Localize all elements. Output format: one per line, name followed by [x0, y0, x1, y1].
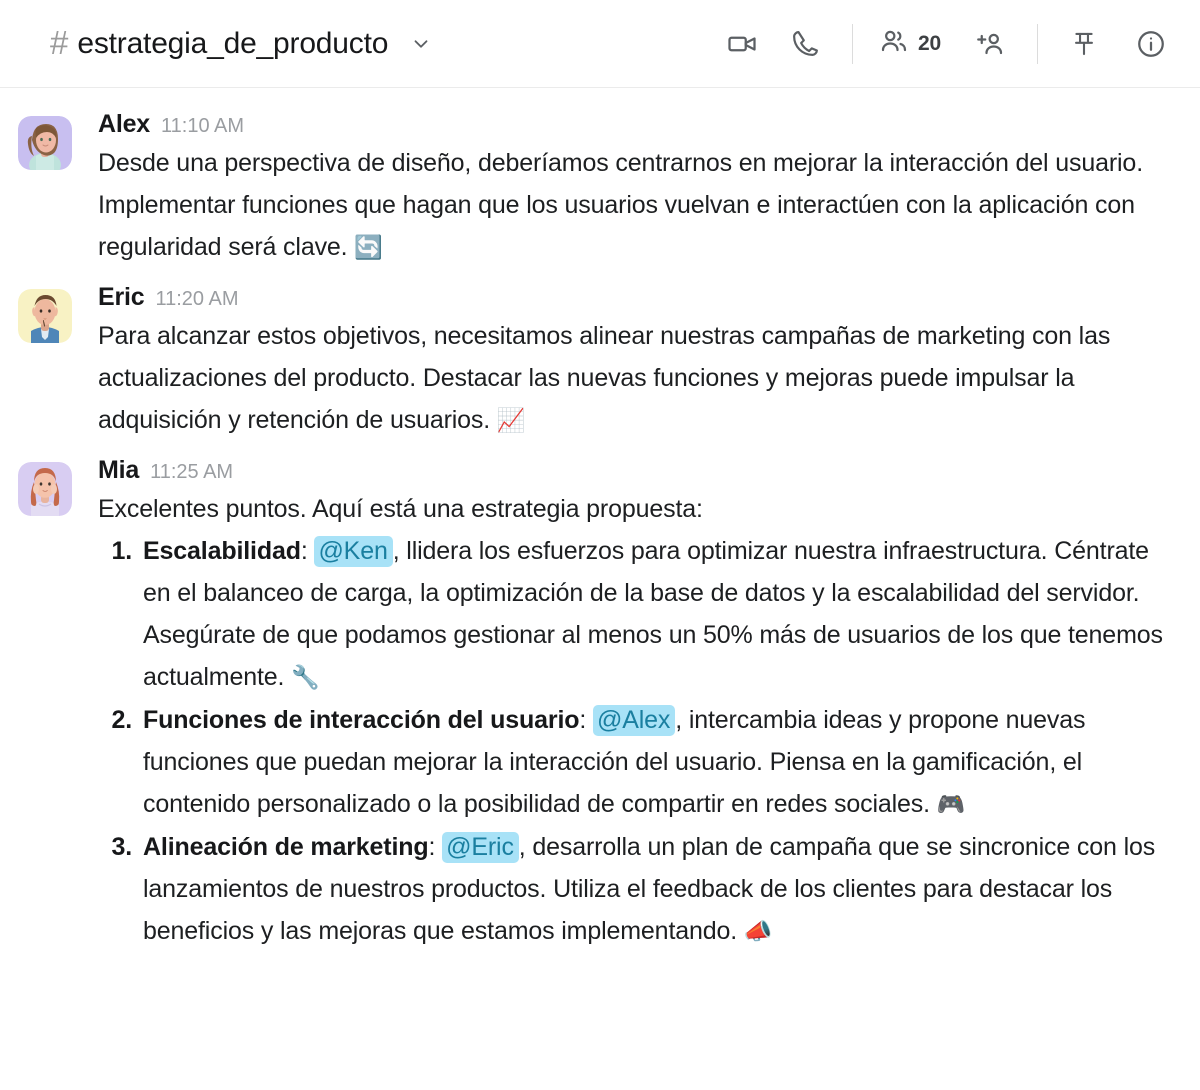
strategy-list — [98, 530, 1174, 953]
info-icon[interactable] — [1130, 25, 1172, 63]
message-author: Eric — [98, 283, 145, 311]
message-text — [98, 315, 1174, 442]
phone-icon[interactable] — [785, 25, 826, 62]
mention-ken[interactable]: @Ken — [314, 536, 392, 567]
channel-header — [0, 0, 1200, 88]
message-text-content: Desde una perspectiva de diseño, deberíamos centrarnos en mejorar la interacción del usuario. Implementar funciones que hagan que los usuarios vuelvan e interactúen con la aplicación con regularidad será clave. — [98, 149, 1143, 261]
header-divider-left — [852, 24, 853, 64]
add-person-icon[interactable] — [969, 25, 1011, 63]
message-author: Alex — [98, 110, 151, 138]
list-item — [98, 826, 1174, 953]
message-meta — [98, 456, 1174, 485]
mention-eric[interactable]: @Eric — [442, 832, 519, 863]
mention-alex[interactable]: @Alex — [593, 705, 675, 736]
pin-icon[interactable] — [1064, 26, 1104, 62]
list-item-colon: : — [579, 706, 587, 734]
list-item-body: , desarrolla un plan de campaña que se sincronice con los lanzamientos de nuestros productos. Utiliza el feedback de los clientes para destacar los beneficios y las mejoras que estamos implementando. — [143, 833, 1156, 945]
chart-increasing-emoji: 📈 — [496, 408, 526, 434]
header-divider-right — [1037, 24, 1038, 64]
list-item — [98, 699, 1174, 826]
list-item-colon: : — [300, 537, 308, 565]
avatar[interactable] — [18, 462, 72, 516]
message-body — [98, 456, 1174, 953]
message-body — [98, 110, 1174, 269]
list-item — [98, 530, 1174, 699]
channel-title-group[interactable] — [50, 23, 432, 62]
list-item-title: Alineación de marketing — [143, 833, 429, 861]
avatar[interactable] — [18, 289, 72, 343]
members-button[interactable] — [879, 26, 941, 61]
megaphone-emoji: 📣 — [743, 919, 773, 945]
list-item-body: , llidera los esfuerzos para optimizar nuestra infraestructura. Céntrate en el balanceo de carga, la optimización de la base de datos y la escalabilidad del servidor. Asegúrate de que podamos gestionar al menos un 50% más de usuarios de los que tenemos actualmente. — [143, 537, 1163, 691]
hash-icon: # — [50, 23, 69, 61]
message-text-content: Para alcanzar estos objetivos, necesitamos alinear nuestras campañas de marketing con las actualizaciones del producto. Destacar las nuevas funciones y mejoras puede impulsar la adquisición y retención de usuarios. — [98, 322, 1111, 434]
chevron-down-icon[interactable] — [410, 33, 432, 55]
message-intro: Excelentes puntos. Aquí está una estrategia propuesta: — [98, 495, 703, 523]
message-author: Mia — [98, 456, 140, 484]
list-item-body: , intercambia ideas y propone nuevas funciones que puedan mejorar la interacción del usuario. Piensa en la gamificación, el contenido personalizado o la posibilidad de compartir en redes sociales. — [143, 706, 1086, 818]
list-item-colon: : — [428, 833, 436, 861]
list-item-title: Funciones de interacción del usuario — [143, 706, 580, 734]
message-item — [18, 456, 1174, 953]
message-item — [18, 110, 1174, 269]
wrench-emoji: 🔧 — [291, 665, 320, 691]
video-game-emoji: 🎮 — [936, 792, 966, 818]
message-text — [98, 142, 1174, 269]
message-item — [18, 283, 1174, 442]
message-list — [0, 88, 1200, 953]
message-timestamp: 11:25 AM — [150, 461, 234, 483]
message-timestamp: 11:20 AM — [155, 288, 239, 310]
list-item-title: Escalabilidad — [143, 537, 301, 565]
message-meta — [98, 110, 1174, 139]
header-actions — [721, 24, 1172, 64]
refresh-emoji: 🔄 — [354, 235, 383, 261]
message-body — [98, 283, 1174, 442]
video-camera-icon[interactable] — [721, 25, 763, 63]
message-timestamp: 11:10 AM — [161, 115, 245, 137]
message-meta — [98, 283, 1174, 312]
members-icon — [879, 26, 909, 61]
avatar[interactable] — [18, 116, 72, 170]
members-count: 20 — [918, 31, 941, 55]
page-title: estrategia_de_producto — [77, 26, 389, 60]
